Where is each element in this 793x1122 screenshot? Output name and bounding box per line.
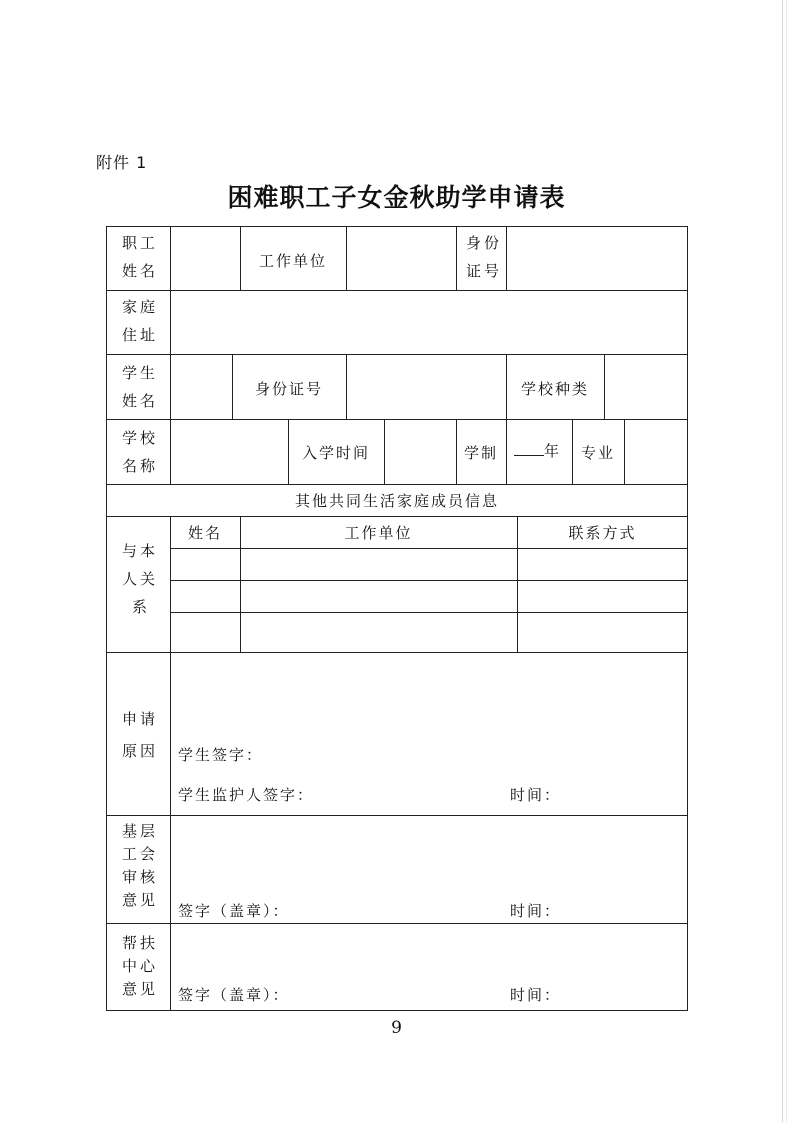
relation-label: 与本 人关 系 bbox=[122, 542, 159, 616]
page-number: 9 bbox=[391, 1018, 402, 1038]
duration-label: 学制 bbox=[463, 444, 498, 462]
duration-blank bbox=[514, 443, 544, 456]
union-review-label: 基层 工会 审核 意见 bbox=[122, 822, 159, 909]
col-name-header: 姓名 bbox=[187, 524, 222, 542]
union-signature-label: 签字（盖章）： bbox=[178, 902, 290, 920]
col-divider bbox=[346, 354, 347, 419]
col-divider bbox=[170, 516, 171, 1011]
row-divider bbox=[106, 419, 688, 420]
id-number-label: 身份 证号 bbox=[466, 234, 503, 280]
row-divider bbox=[106, 290, 688, 291]
row-divider bbox=[106, 354, 688, 355]
page-edge bbox=[782, 0, 783, 1122]
col-divider bbox=[456, 226, 457, 290]
col-divider bbox=[384, 419, 385, 484]
home-address-label: 家庭 住址 bbox=[122, 298, 159, 344]
school-name-label: 学校 名称 bbox=[122, 429, 159, 475]
application-reason-label: 申请 原因 bbox=[122, 710, 159, 760]
major-label: 专业 bbox=[580, 444, 615, 462]
enroll-time-label: 入学时间 bbox=[301, 444, 370, 462]
col-contact-header: 联系方式 bbox=[568, 524, 637, 542]
duration-years-field: 年 bbox=[514, 443, 561, 459]
row-divider bbox=[106, 516, 688, 517]
col-work-unit-header: 工作单位 bbox=[344, 524, 413, 542]
col-divider bbox=[624, 419, 625, 484]
col-divider bbox=[346, 226, 347, 290]
application-form-table bbox=[106, 226, 688, 1011]
row-divider bbox=[170, 612, 688, 613]
row-divider bbox=[106, 923, 688, 924]
student-id-label: 身份证号 bbox=[254, 380, 323, 398]
assistance-center-label: 帮扶 中心 意见 bbox=[122, 934, 159, 998]
guardian-signature-label: 学生监护人签字： bbox=[178, 786, 315, 804]
row-divider bbox=[106, 815, 688, 816]
work-unit-label: 工作单位 bbox=[258, 252, 327, 270]
page-edge-shadow bbox=[786, 0, 787, 1122]
family-section-title: 其他共同生活家庭成员信息 bbox=[294, 492, 499, 510]
student-name-label: 学生 姓名 bbox=[122, 364, 159, 410]
reason-time-label: 时间： bbox=[510, 786, 562, 804]
center-time-label: 时间： bbox=[510, 986, 562, 1004]
col-divider bbox=[506, 226, 507, 290]
row-divider bbox=[170, 548, 688, 549]
row-divider bbox=[106, 484, 688, 485]
union-time-label: 时间： bbox=[510, 902, 562, 920]
form-title: 困难职工子女金秋助学申请表 bbox=[227, 183, 566, 212]
attachment-label: 附件 1 bbox=[96, 153, 148, 172]
row-divider bbox=[106, 652, 688, 653]
col-divider bbox=[170, 226, 171, 484]
worker-name-label: 职工 姓名 bbox=[122, 234, 159, 280]
student-signature-label: 学生签字： bbox=[178, 746, 264, 764]
school-type-label: 学校种类 bbox=[520, 380, 589, 398]
col-divider bbox=[506, 419, 507, 484]
center-signature-label: 签字（盖章）： bbox=[178, 986, 290, 1004]
col-divider bbox=[604, 354, 605, 419]
row-divider bbox=[170, 580, 688, 581]
